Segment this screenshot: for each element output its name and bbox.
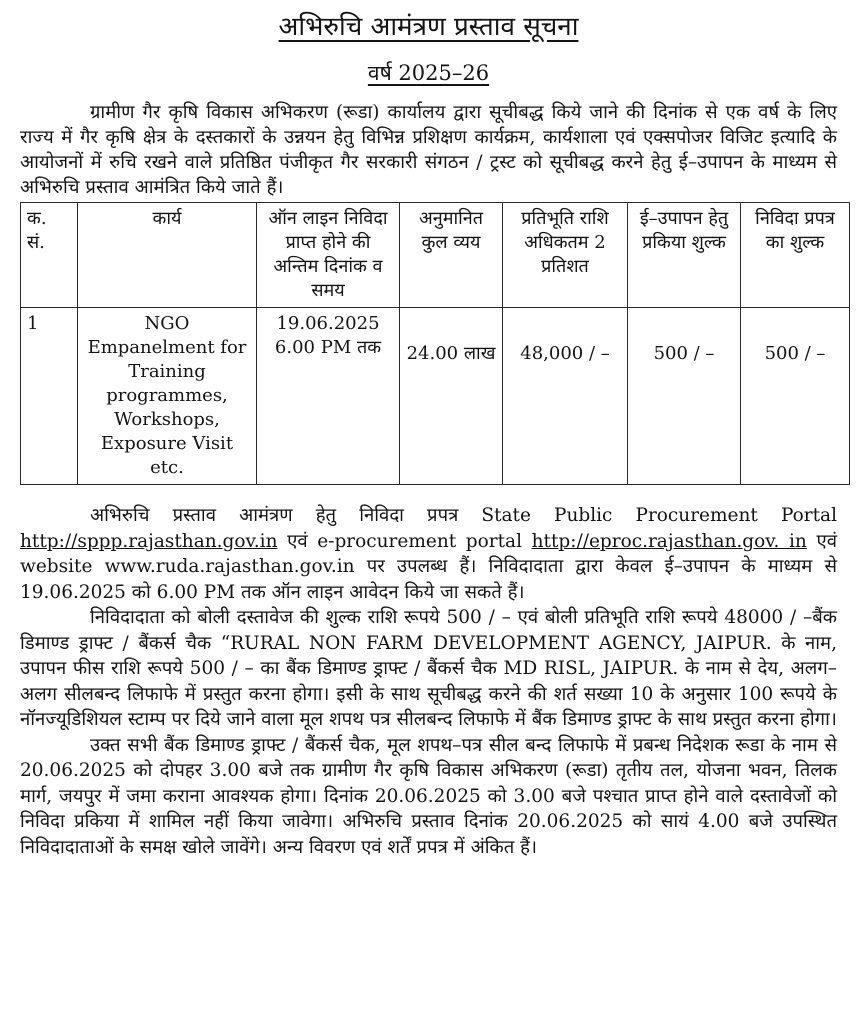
portal-text-3: एवं website www.ruda.rajasthan.gov.in पर उपलब्ध हैं। निविदादाता द्वारा केवल ई–उपापन के माध्यम से 19.06.2025 को 6.00 PM तक ऑन लाइन आवेदन किये जा सकते हैं। xyxy=(20,530,837,603)
portal-paragraph xyxy=(20,503,837,605)
header-last-date: ऑन लाइन निविदा प्राप्त होने की अन्तिम दिनांक व समय xyxy=(257,203,400,308)
header-work: कार्य xyxy=(78,203,257,308)
portal-text-2: एवं e-procurement portal xyxy=(277,530,532,552)
submission-paragraph: उक्त सभी बैंक डिमाण्ड ड्राफ्ट / बैंकर्स चैक, मूल शपथ–पत्र सील बन्द लिफाफे में प्रबन्ध निदेशक रूडा के नाम से 20.06.2025 को दोपहर 3.00 बजे तक ग्रामीण गैर कृषि विकास अभिकरण (रूडा) तृतीय तल, योजना भवन, तिलक मार्ग, जयपुर में जमा कराना आवश्यक होगा। दिनांक 20.06.2025 को 3.00 बजे पश्चात प्राप्त होने वाले दस्तावेजों को निविदा प्रकिया में शामिल नहीं किया जावेगा। अभिरुचि प्रस्ताव दिनांक 20.06.2025 को सायं 4.00 बजे उपस्थित निविदादाताओं के समक्ष खोले जावेंगे। अन्य विवरण एवं शर्तें प्रपत्र में अंकित हैं। xyxy=(20,734,837,858)
cell-document-fee: 500 / – xyxy=(741,308,850,485)
notice-title: अभिरुचि आमंत्रण प्रस्ताव सूचना xyxy=(278,12,579,42)
cell-security: 48,000 / – xyxy=(503,308,628,485)
portal-text-1: अभिरुचि प्रस्ताव आमंत्रण हेतु निविदा प्रपत्र State Public Procurement Portal xyxy=(90,505,837,526)
sppp-link[interactable]: http://sppp.rajasthan.gov.in xyxy=(20,530,278,552)
cell-date: 19.06.2025 xyxy=(276,313,380,334)
header-serial-part1: क. xyxy=(27,208,47,229)
header-serial-part2: सं. xyxy=(27,232,45,253)
notice-year: वर्ष 2025–26 xyxy=(367,61,490,85)
header-eproc-fee: ई–उपापन हेतु प्रकिया शुल्क xyxy=(628,203,741,308)
cell-work: NGO Empanelment for Training programmes, Workshops, Exposure Visit etc. xyxy=(78,308,257,485)
cell-date-time xyxy=(257,308,400,485)
fee-paragraph: निविदादाता को बोली दस्तावेज की शुल्क राशि रूपये 500 / – एवं बोली प्रतिभूति राशि रूपये 48000 / –बैंक डिमाण्ड ड्राफ्ट / बैंकर्स चैक “RURAL NON FARM DEVELOPMENT AGENCY, JAIPUR. के नाम, उपापन फीस राशि रूपये 500 / – का बैंक डिमाण्ड ड्राफ्ट / बैंकर्स चैक MD RISL, JAIPUR. के नाम से देय, अलग–अलग सीलबन्द लिफाफे में प्रस्तुत करना होगा। इसी के साथ सूचीबद्ध करने की शर्त सख्या 10 के अनुसार 100 रूपये के नॉनज्यूडिशियल स्टाम्प पर दिये जाने वाला मूल शपथ पत्र सीलबन्द लिफाफे में बैंक डिमाण्ड ड्राफ्ट के साथ प्रस्तुत करना होगा। xyxy=(20,607,837,730)
intro-paragraph: ग्रामीण गैर कृषि विकास अभिकरण (रूडा) कार्यालय द्वारा सूचीबद्ध किये जाने की दिनांक से एक वर्ष के लिए राज्य में गैर कृषि क्षेत्र के दस्तकारों के उन्नयन हेतु विभिन्न प्रशिक्षण कार्यक्रम, कार्यशाला एवं एक्सपोजर विजिट इत्यादि के आयोजनों में रुचि रखने वाले प्रतिष्ठित पंजीकृत गैर सरकारी संगठन / ट्रस्ट को सूचीबद्ध करने हेतु ई–उपापन के माध्यम से अभिरुचि प्रस्ताव आमंत्रित किये जाते हैं। xyxy=(20,102,837,198)
cell-cost: 24.00 लाख xyxy=(400,308,503,485)
cell-serial: 1 xyxy=(21,308,78,485)
table-header-row xyxy=(21,203,850,308)
header-serial-number xyxy=(21,203,78,308)
header-estimated-cost: अनुमानित कुल व्यय xyxy=(400,203,503,308)
table-row xyxy=(21,308,850,485)
cell-time: 6.00 PM तक xyxy=(274,337,382,358)
header-security-amount: प्रतिभूति राशि अधिकतम 2 प्रतिशत xyxy=(503,203,628,308)
eproc-link[interactable]: http://eproc.rajasthan.gov. in xyxy=(531,530,807,552)
header-document-fee: निविदा प्रपत्र का शुल्क xyxy=(741,203,850,308)
cell-eproc-fee: 500 / – xyxy=(628,308,741,485)
tender-table xyxy=(20,202,850,485)
